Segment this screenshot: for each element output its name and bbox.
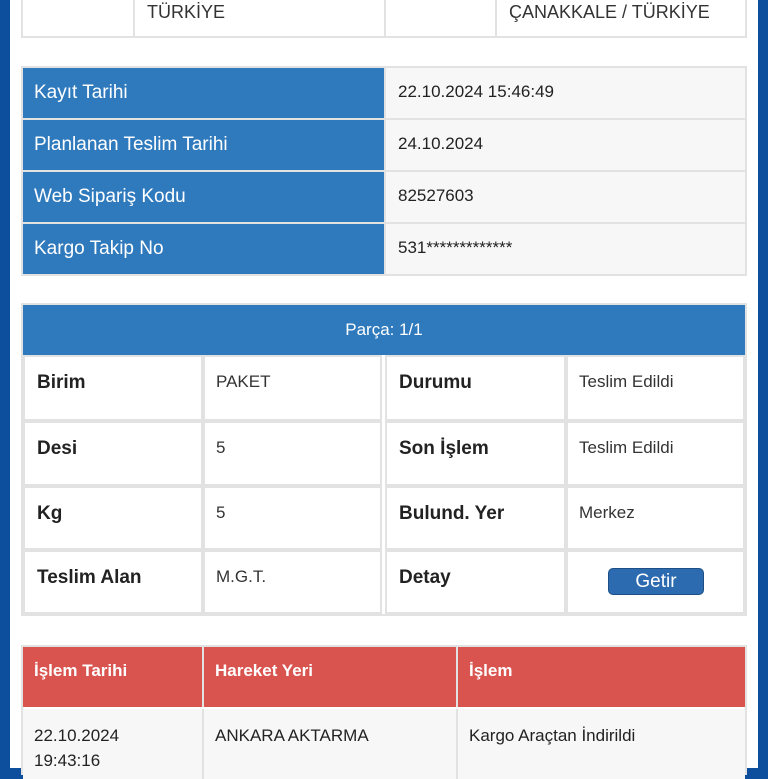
- info-label: Kargo Takip No: [23, 224, 384, 274]
- movements-table: [21, 645, 747, 775]
- info-label: Kayıt Tarihi: [23, 68, 384, 118]
- parcel-detay-cell: [566, 550, 745, 614]
- parcel-label-teslim-alan: Teslim Alan: [23, 550, 203, 614]
- info-row-kargo-takip-no: [23, 224, 745, 276]
- parcel-value-teslim-alan: M.G.T.: [203, 550, 382, 614]
- movements-header-place: Hareket Yeri: [204, 647, 458, 707]
- address-cell-country: [135, 0, 386, 36]
- shipment-info-table: [21, 66, 747, 276]
- parcel-value-son-islem: Teslim Edildi: [566, 421, 745, 486]
- info-row-web-siparis-kodu: [23, 172, 745, 224]
- info-value: 82527603: [384, 172, 745, 222]
- info-label: Planlanan Teslim Tarihi: [23, 120, 384, 170]
- movement-action: Kargo Araçtan İndirildi: [458, 709, 745, 779]
- parcel-label-bulund-yer: Bulund. Yer: [385, 486, 566, 550]
- info-row-planlanan-teslim: [23, 120, 745, 172]
- address-cell-empty: [23, 0, 135, 36]
- info-value: 22.10.2024 15:46:49: [384, 68, 745, 118]
- parcel-value-kg: 5: [203, 486, 382, 550]
- movements-header-date: İşlem Tarihi: [23, 647, 204, 707]
- info-value: 531*************: [384, 224, 745, 274]
- parcel-value-bulund-yer: Merkez: [566, 486, 745, 550]
- parcel-label-detay: Detay: [385, 550, 566, 614]
- parcel-value-durumu: Teslim Edildi: [566, 355, 745, 421]
- getir-button[interactable]: Getir: [608, 568, 704, 595]
- info-value: 24.10.2024: [384, 120, 745, 170]
- info-label: Web Sipariş Kodu: [23, 172, 384, 222]
- parcel-label-son-islem: Son İşlem: [385, 421, 566, 486]
- parcel-title: Parça: 1/1: [23, 305, 745, 355]
- parcel-value-birim: PAKET: [203, 355, 382, 421]
- page-content: [10, 0, 758, 768]
- parcel-detail-table: [21, 303, 747, 616]
- movement-place: ANKARA AKTARMA: [204, 709, 458, 779]
- parcel-label-birim: Birim: [23, 355, 203, 421]
- address-city-text: ÇANAKKALE / TÜRKİYE: [509, 2, 710, 22]
- parcel-value-desi: 5: [203, 421, 382, 486]
- address-country-text: TÜRKİYE: [147, 2, 226, 22]
- movement-date-cell: [23, 709, 204, 779]
- address-table: [21, 0, 747, 38]
- movement-date: 22.10.2024: [34, 726, 120, 745]
- info-row-kayit-tarihi: [23, 68, 745, 120]
- address-cell-empty-2: [386, 0, 497, 36]
- movements-header-action: İşlem: [458, 647, 745, 707]
- parcel-label-desi: Desi: [23, 421, 203, 486]
- movement-time: 19:43:16: [34, 751, 101, 770]
- parcel-label-durumu: Durumu: [385, 355, 566, 421]
- parcel-label-kg: Kg: [23, 486, 203, 550]
- address-cell-city: [497, 0, 747, 36]
